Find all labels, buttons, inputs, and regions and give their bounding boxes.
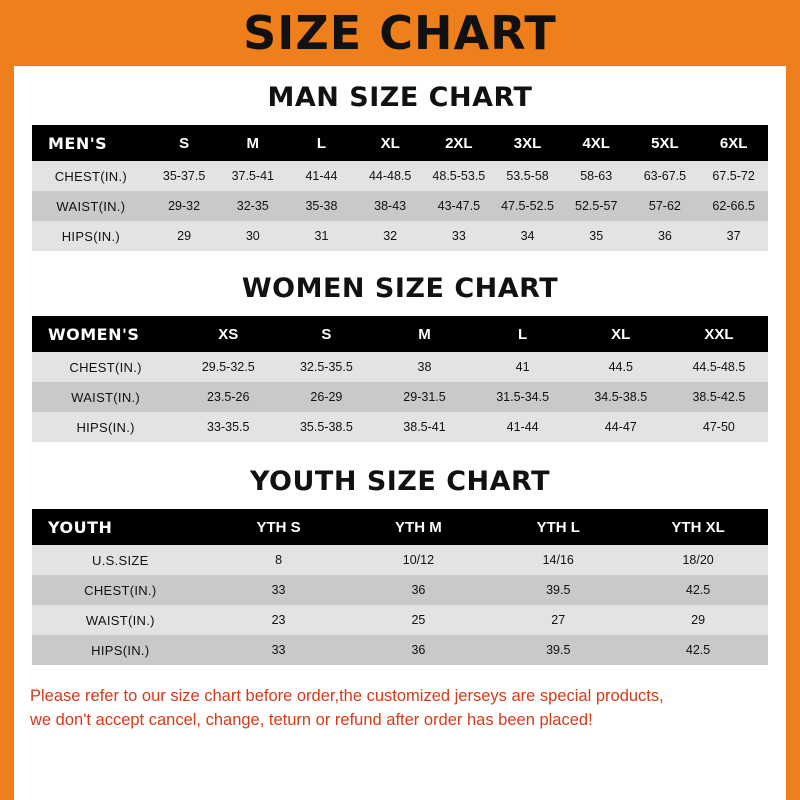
table-cell: 33 <box>451 229 466 243</box>
table-cell: 53.5-58 <box>506 169 549 183</box>
table-cell: 35-38 <box>305 199 338 213</box>
youth-header-cell: YTH M <box>395 518 442 536</box>
table-cell: 18/20 <box>682 553 714 567</box>
table-cell: 34 <box>520 229 535 243</box>
table-cell: 38.5-41 <box>403 420 446 434</box>
table-cell: 42.5 <box>685 583 711 597</box>
table-cell: 33 <box>271 643 286 657</box>
table-cell: 38.5-42.5 <box>692 390 746 404</box>
table-row <box>32 545 768 575</box>
women-table-head <box>32 316 768 352</box>
table-cell: 29 <box>177 229 192 243</box>
table-cell: 58-63 <box>580 169 613 183</box>
row-label: WAIST(IN.) <box>71 389 141 405</box>
men-header-cell: 3XL <box>513 134 542 152</box>
row-label: WAIST(IN.) <box>56 198 126 214</box>
table-cell: 29-31.5 <box>403 390 446 404</box>
table-cell: 29-32 <box>168 199 201 213</box>
table-row <box>32 575 768 605</box>
youth-header-cell: YOUTH <box>48 517 113 537</box>
men-header-cell: MEN'S <box>48 133 108 153</box>
page-title: SIZE CHART <box>243 6 557 60</box>
table-cell: 31.5-34.5 <box>496 390 550 404</box>
table-cell: 29.5-32.5 <box>201 360 255 374</box>
women-header-row <box>32 316 768 352</box>
table-cell: 47-50 <box>702 420 735 434</box>
table-cell: 67.5-72 <box>712 169 755 183</box>
women-size-table <box>32 316 768 442</box>
men-section <box>14 82 786 251</box>
notice-line-1: Please refer to our size chart before order,the customized jerseys are special products, <box>30 687 664 705</box>
notice-line-2: we don't accept cancel, change, teturn or refund after order has been placed! <box>30 710 593 729</box>
table-cell: 8 <box>275 553 283 567</box>
table-cell: 36 <box>657 229 672 243</box>
table-cell: 38-43 <box>374 199 407 213</box>
table-cell: 41 <box>515 360 530 374</box>
table-cell: 35-37.5 <box>162 169 206 183</box>
row-label: CHEST(IN.) <box>84 582 157 598</box>
table-cell: 37 <box>726 229 741 243</box>
row-label: HIPS(IN.) <box>61 228 121 244</box>
men-size-table <box>32 125 768 251</box>
youth-section-title: YOUTH SIZE CHART <box>249 466 551 497</box>
table-cell: 48.5-53.5 <box>432 169 486 183</box>
women-header-cell: XS <box>218 325 239 343</box>
women-header-cell: S <box>321 325 332 343</box>
row-label: WAIST(IN.) <box>85 612 155 628</box>
men-header-cell: XL <box>380 134 400 152</box>
table-cell: 44.5-48.5 <box>692 360 746 374</box>
table-cell: 31 <box>314 229 329 243</box>
table-cell: 30 <box>245 229 260 243</box>
table-cell: 63-67.5 <box>643 169 687 183</box>
table-cell: 52.5-57 <box>575 199 618 213</box>
men-table-head <box>32 125 768 161</box>
table-cell: 39.5 <box>546 583 571 597</box>
table-cell: 42.5 <box>685 643 711 657</box>
table-cell: 36 <box>411 583 426 597</box>
table-cell: 35.5-38.5 <box>299 420 353 434</box>
table-cell: 14/16 <box>542 553 574 567</box>
table-cell: 43-47.5 <box>437 199 481 213</box>
table-row <box>32 352 768 382</box>
table-row <box>32 221 768 251</box>
men-table-body <box>32 161 768 251</box>
table-cell: 35 <box>589 229 604 243</box>
table-cell: 38 <box>417 360 432 374</box>
youth-section <box>14 466 786 665</box>
table-row <box>32 635 768 665</box>
men-header-cell: S <box>179 134 190 152</box>
page-banner <box>14 0 786 66</box>
youth-table-body <box>32 545 768 665</box>
table-cell: 25 <box>411 613 426 627</box>
men-section-title: MAN SIZE CHART <box>267 82 533 113</box>
women-table-body <box>32 352 768 442</box>
youth-header-row <box>32 509 768 545</box>
men-header-cell: 2XL <box>445 134 473 152</box>
women-section <box>14 273 786 442</box>
row-label: U.S.SIZE <box>92 552 149 568</box>
youth-header-cell: YTH S <box>256 518 301 536</box>
table-cell: 32 <box>383 229 398 243</box>
table-row <box>32 161 768 191</box>
table-cell: 26-29 <box>310 390 343 404</box>
men-header-cell: 4XL <box>582 134 610 152</box>
table-cell: 36 <box>411 643 426 657</box>
row-label: CHEST(IN.) <box>69 359 142 375</box>
table-cell: 44-47 <box>604 420 637 434</box>
table-cell: 23.5-26 <box>207 390 250 404</box>
table-cell: 44.5 <box>608 360 633 374</box>
table-cell: 41-44 <box>305 169 338 183</box>
women-header-cell: WOMEN'S <box>48 324 140 344</box>
table-cell: 33 <box>271 583 286 597</box>
table-cell: 33-35.5 <box>207 420 250 434</box>
men-header-cell: 5XL <box>651 134 679 152</box>
youth-table-head <box>32 509 768 545</box>
table-cell: 27 <box>551 613 566 627</box>
row-label: HIPS(IN.) <box>76 419 135 435</box>
men-header-cell: M <box>246 134 260 152</box>
table-cell: 32-35 <box>236 199 269 213</box>
table-cell: 62-66.5 <box>712 199 755 213</box>
table-cell: 47.5-52.5 <box>501 199 554 213</box>
table-row <box>32 605 768 635</box>
women-header-cell: L <box>518 325 528 343</box>
table-cell: 44-48.5 <box>368 169 412 183</box>
women-section-title: WOMEN SIZE CHART <box>241 273 559 304</box>
order-notice <box>30 685 770 733</box>
table-row <box>32 191 768 221</box>
table-cell: 41-44 <box>506 420 539 434</box>
table-cell: 23 <box>271 613 286 627</box>
row-label: CHEST(IN.) <box>54 168 128 184</box>
table-cell: 32.5-35.5 <box>299 360 353 374</box>
table-cell: 10/12 <box>402 553 435 567</box>
table-cell: 37.5-41 <box>231 169 274 183</box>
men-header-cell: L <box>316 134 327 152</box>
women-header-cell: XL <box>611 325 631 343</box>
youth-header-cell: YTH L <box>536 518 580 536</box>
table-row <box>32 382 768 412</box>
men-header-cell: 6XL <box>719 134 748 152</box>
row-label: HIPS(IN.) <box>91 642 150 658</box>
youth-size-table <box>32 509 768 665</box>
women-header-cell: M <box>418 325 431 343</box>
table-cell: 57-62 <box>648 199 681 213</box>
table-cell: 29 <box>691 613 706 627</box>
table-row <box>32 412 768 442</box>
table-cell: 39.5 <box>546 643 571 657</box>
table-cell: 34.5-38.5 <box>594 390 648 404</box>
youth-header-cell: YTH XL <box>671 518 725 536</box>
women-header-cell: XXL <box>704 325 734 343</box>
men-header-row <box>32 125 768 161</box>
